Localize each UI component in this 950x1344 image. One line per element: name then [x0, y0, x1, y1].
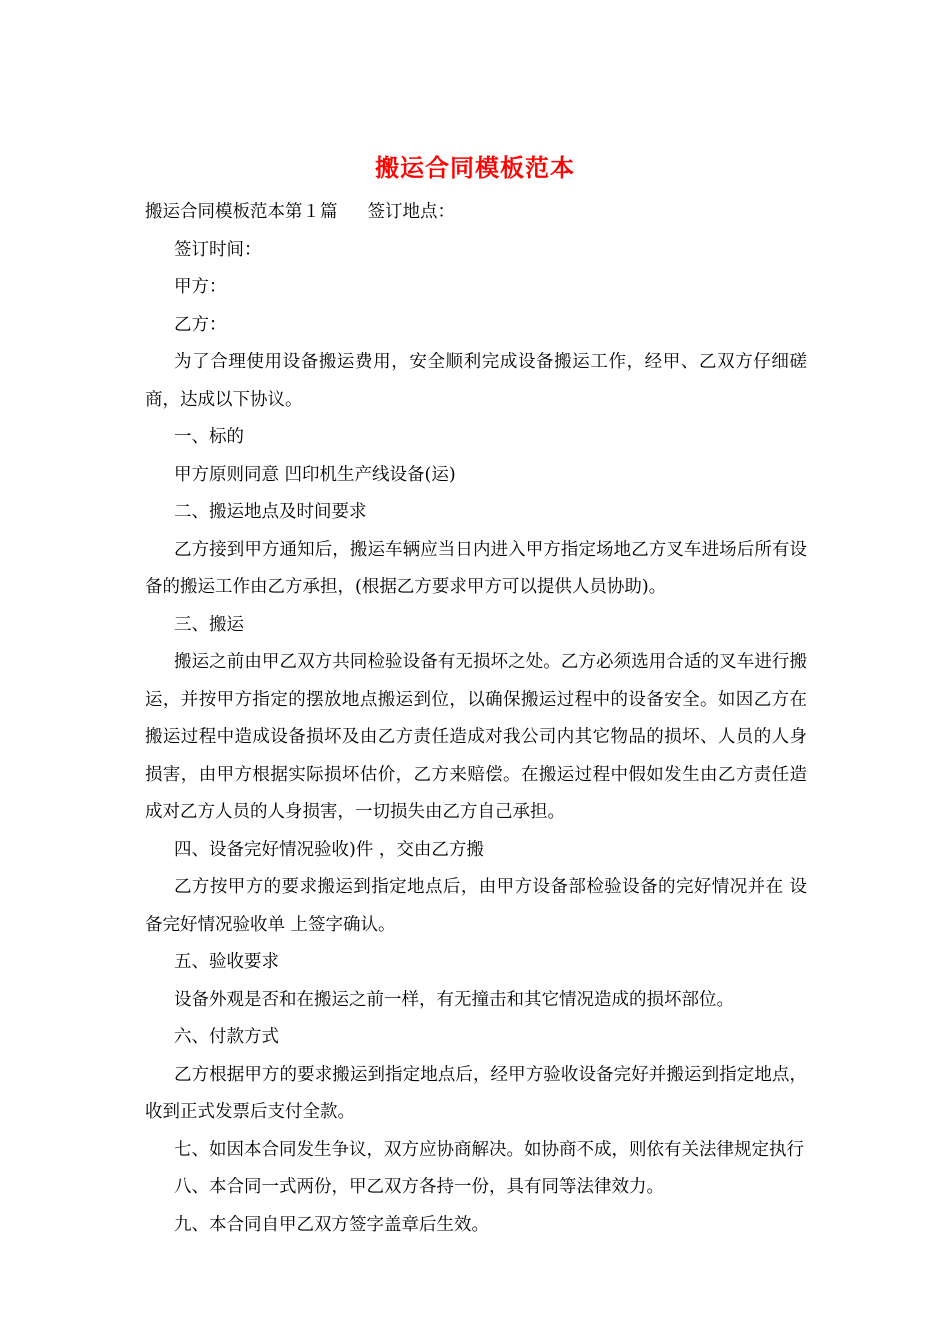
section-body-5: 设备外观是否和在搬运之前一样，有无撞击和其它情况造成的损坏部位。: [174, 989, 734, 1010]
document-title: 搬运合同模板范本: [375, 153, 575, 182]
section-heading-3: 三、搬运: [174, 614, 244, 635]
section-heading-1: 一、标的: [174, 427, 244, 447]
party-b-label: 乙方：: [174, 314, 227, 335]
signing-place-label: 签订地点：: [367, 202, 455, 222]
clause-9: 九、本合同自甲乙双方签字盖章后生效。: [174, 1214, 489, 1235]
signing-time-label: 签订时间：: [174, 239, 262, 260]
document-part-label: 搬运合同模板范本第１篇: [145, 202, 338, 222]
section-body-6: 乙方根据甲方的要求搬运到指定地点后，经甲方验收设备完好并搬运到指定地点，收到正式发票后支付全款。: [145, 1064, 807, 1122]
document-body: [145, 194, 807, 1244]
clause-7: 七、如因本合同发生争议，双方应协商解决。如协商不成，则依有关法律规定执行: [174, 1139, 804, 1160]
section-heading-5: 五、验收要求: [174, 952, 279, 972]
section-body-4: 乙方按甲方的要求搬运到指定地点后，由甲方设备部检验设备的完好情况并在 设备完好情况验收单 上签字确认。: [145, 877, 807, 935]
section-body-3: 搬运之前由甲乙双方共同检验设备有无损坏之处。乙方必须选用合适的叉车进行搬运，并按甲方指定的摆放地点搬运到位，以确保搬运过程中的设备安全。如因乙方在搬运过程中造成设备损坏及由乙方责任造成对我公司内其它物品的损坏、人员的人身损害，由甲方根据实际损坏估价，乙方来赔偿。在搬运过程中假如发生由乙方责任造成对乙方人员的人身损害，一切损失由乙方自己承担。: [145, 652, 807, 822]
clause-8: 八、本合同一式两份，甲乙双方各持一份，具有同等法律效力。: [174, 1177, 664, 1197]
section-body-1: 甲方原则同意 凹印机生产线设备(运): [174, 464, 456, 485]
first-line: [145, 194, 807, 232]
intro-paragraph: 为了合理使用设备搬运费用，安全顺利完成设备搬运工作，经甲、乙双方仔细磋商，达成以下协议。: [145, 352, 807, 410]
section-heading-4: 四、设备完好情况验收)件 ，交由乙方搬: [174, 839, 484, 860]
section-heading-6: 六、付款方式: [174, 1027, 279, 1047]
section-body-2: 乙方接到甲方通知后，搬运车辆应当日内进入甲方指定场地乙方叉车进场后所有设备的搬运工作由乙方承担，(根据乙方要求甲方可以提供人员协助)。: [145, 539, 807, 597]
section-heading-2: 二、搬运地点及时间要求: [174, 502, 367, 522]
party-a-label: 甲方：: [174, 277, 227, 297]
